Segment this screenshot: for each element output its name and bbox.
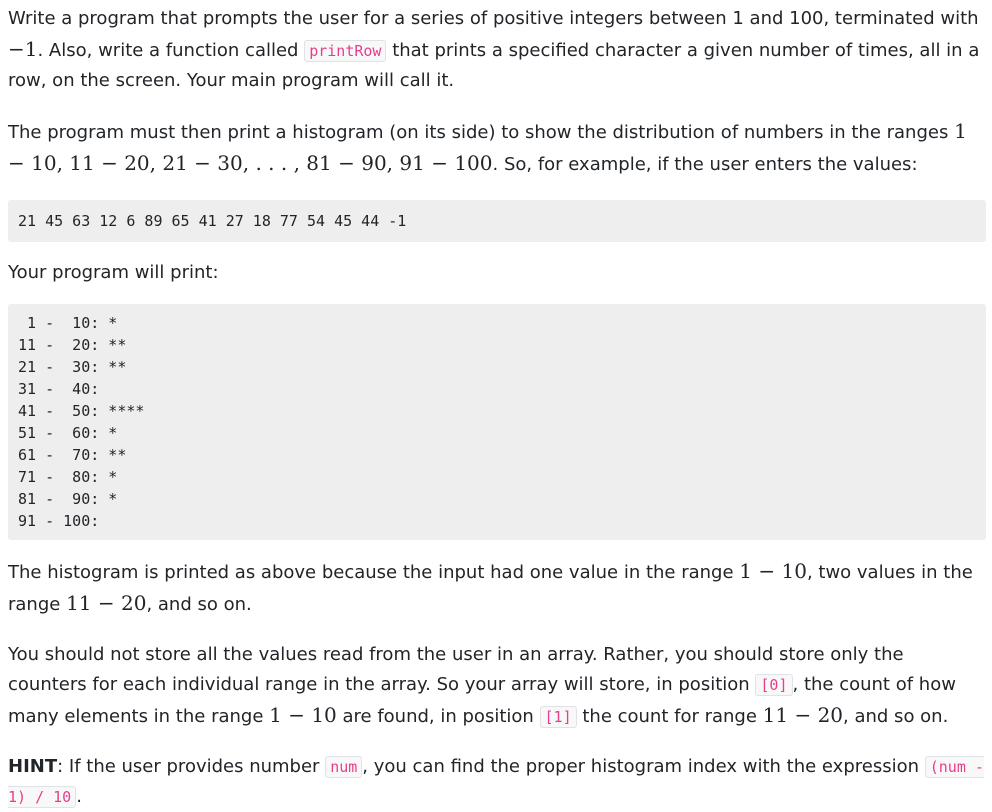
text: The histogram is printed as above because the input had one value in the range — [8, 562, 740, 583]
histogram-row: 61 - 70: ** — [18, 446, 127, 464]
histogram-output-block — [8, 304, 986, 540]
histogram-row: 91 - 100: — [18, 512, 100, 530]
histogram-row: 21 - 30: ** — [18, 358, 127, 376]
text: that prints a specified character a given number of times, all in a row, on the screen. Your main program will call it. — [8, 40, 980, 91]
text: . — [76, 786, 82, 807]
paragraph-explanation — [8, 556, 986, 620]
text: the count for range — [576, 706, 763, 727]
math-range-2: 11 − 20 — [66, 591, 147, 615]
histogram-row: 31 - 40: — [18, 380, 100, 398]
math-ranges: 1 − 10, 11 − 20, 21 − 30, . . . , 81 − 90, 91 − 100 — [8, 119, 967, 175]
text: , you can find the proper histogram index with the expression — [362, 756, 925, 777]
paragraph-histogram — [8, 116, 986, 180]
text: are found, in position — [336, 706, 540, 727]
paragraph-output-label: Your program will print: — [8, 262, 219, 283]
histogram-row: 81 - 90: * — [18, 490, 118, 508]
code-printrow: printRow — [304, 40, 386, 62]
hint-label: HINT — [8, 756, 58, 777]
text: , and so on. — [843, 706, 949, 727]
histogram-row: 41 - 50: **** — [18, 402, 145, 420]
code-index-0: [0] — [755, 674, 792, 696]
paragraph-storage — [8, 640, 986, 732]
text: . So, for example, if the user enters the values: — [492, 154, 918, 175]
input-values: 21 45 63 12 6 89 65 41 27 18 77 54 45 44 -1 — [18, 212, 407, 230]
text: . Also, write a function called — [37, 40, 305, 61]
text: , two values in the range — [8, 562, 973, 615]
math-terminator: −1 — [8, 37, 38, 61]
histogram-row: 71 - 80: * — [18, 468, 118, 486]
text: , the count of how many elements in the range — [8, 674, 956, 727]
histogram-row: 11 - 20: ** — [18, 336, 127, 354]
text: Write a program that prompts the user for a series of positive integers between 1 and 100, terminated with — [8, 8, 979, 29]
histogram-row: 1 - 10: * — [18, 314, 118, 332]
text: : If the user provides number — [57, 756, 326, 777]
math-range-2: 11 − 20 — [762, 703, 844, 727]
histogram-row: 51 - 60: * — [18, 424, 118, 442]
code-num: num — [325, 756, 362, 778]
paragraph-hint — [8, 752, 986, 812]
text: The program must then print a histogram (on its side) to show the distribution of numbers in the ranges — [8, 122, 955, 143]
math-range-1: 1 − 10 — [269, 703, 337, 727]
code-expression: (num - 1) / 10 — [8, 758, 984, 806]
paragraph-intro — [8, 4, 986, 96]
code-index-1: [1] — [540, 706, 577, 728]
text: You should not store all the values read from the user in an array. Rather, you should store only the counters for each individual range in the array. So your array will store, in position — [8, 644, 904, 695]
input-example-block — [8, 200, 986, 242]
text: , and so on. — [146, 594, 252, 615]
math-range-1: 1 − 10 — [739, 559, 807, 583]
